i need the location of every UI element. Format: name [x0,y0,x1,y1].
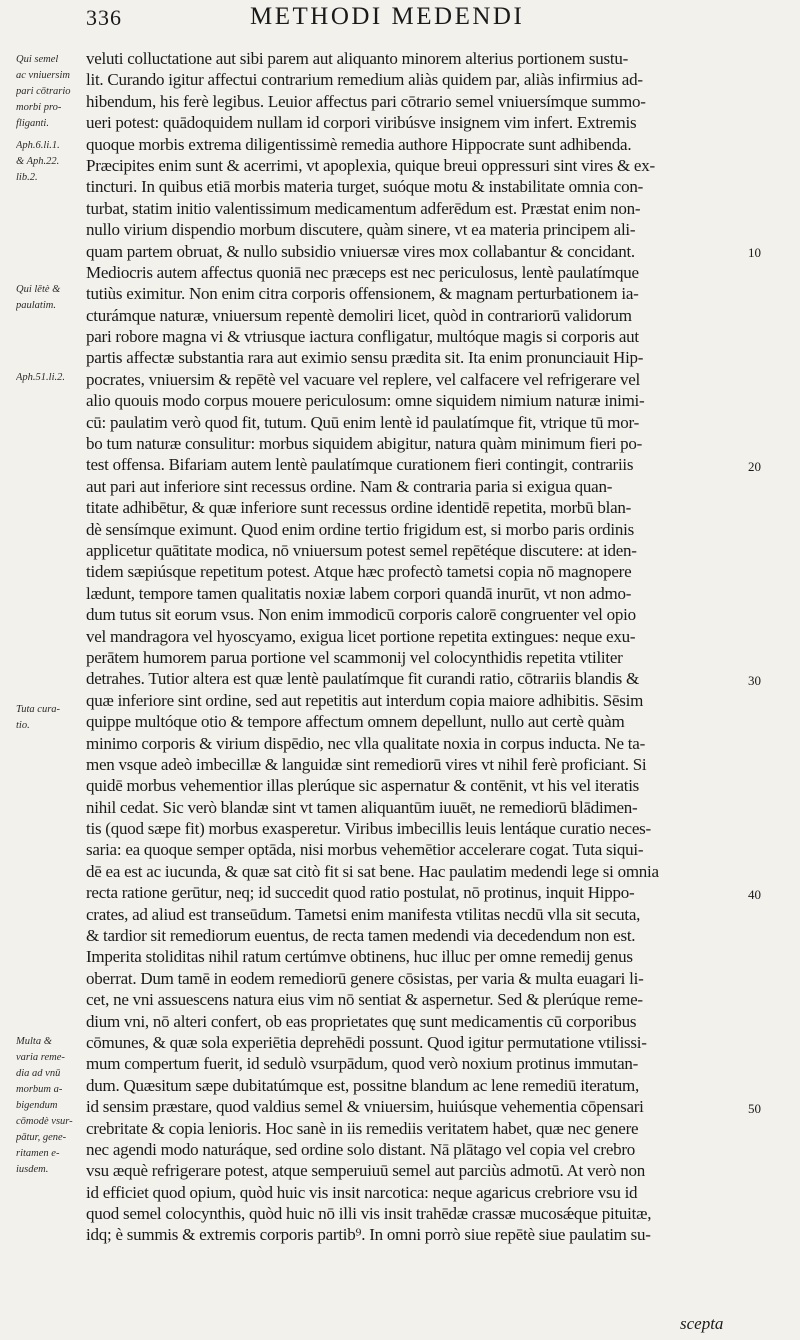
text-line: quidē morbus vehementior illas plerúque sic aspernatur & contēnit, vt his vel iteratis [86,776,640,796]
margin-notes [0,0,86,1340]
text-line: Mediocris autem affectus quoniā nec præceps est nec periculosus, lentè paulatímque [86,262,639,282]
margin-note-line: Qui lētè & [16,284,61,295]
body-text [86,48,766,1246]
margin-note-line: lib.2. [16,172,38,183]
line-number: 10 [748,244,761,260]
text-line: alio quouis modo corpus mouere periculosum: omne siquidem nimium naturæ inimi- [86,391,645,411]
text-line: nullo virium dispendio morbum discutere, quàm sinere, vt ea materia principem ali- [86,220,636,240]
text-line: oberrat. Dum tamē in eodem remediorū genere cōsistas, per varia & multa euagari li- [86,968,644,988]
text-line: detrahes. Tutior altera est quæ lentè paulatímque fit curandi ratio, cōtrariis blandis & [86,669,640,689]
text-line: saria: ea quoque semper optāda, nisi morbus vehemētior accelerare cogat. Tuta siqui- [86,840,644,860]
text-line: vel mandragora vel hyoscyamo, exigua licet portione repetita extingues: neque exu- [86,626,636,646]
text-line: id efficiet quod opium, quòd huic vis insit narcotica: neque agaricus crebriore vsu id [86,1182,638,1202]
text-line: veluti colluctatione aut sibi parem aut aliquanto minorem alterius portionem sustu- [86,49,629,68]
margin-note [16,370,86,386]
text-line: dum tutus sit eorum vsus. Non enim immodicū corporis calorē congruenter vel opio [86,605,636,625]
margin-note-line: Aph.51.li.2. [16,372,65,383]
margin-note-line: Aph.6.li.1. [16,140,60,151]
margin-note [16,52,86,132]
page-number: 336 [86,5,122,30]
text-line: hibendum, his ferè legibus. Leuior affectus pari cōtrario semel vniuersímque summo- [86,91,646,111]
text-line: dē ea est ac iucunda, & quæ sat citò fit si sat bene. Hac paulatim medendi lege si omnia [86,861,659,881]
text-line: tutiùs eximitur. Non enim citra corporis offensionem, & magnam perturbationem ia- [86,284,639,304]
margin-note-line: tio. [16,720,30,731]
margin-note [16,138,86,186]
margin-note [16,702,86,734]
text-line: Imperita stoliditas nihil ratum certúmve obtinens, huc illuc per omne remedij genus [86,947,633,967]
text-line: cū: paulatim verò quod fit, tutum. Quū enim lentè id paulatímque fit, vtrique tū mor- [86,412,639,432]
text-line: cturámque naturæ, vniuersum repentè demoliri licet, quòd in contrariorū validorum [86,305,632,325]
margin-note-line: & Aph.22. [16,156,60,167]
text-line: minimo corporis & virium dispēdio, nec vlla qualitate noxia in corpus inducta. Ne ta- [86,733,645,753]
text-line: tincturi. In quibus etiā morbis materia turget, suóque motu & instabilitate omnia con- [86,177,644,197]
text-line: crates, ad aliud est transeūdum. Tametsi enim manifesta vtilitas necdū vlla sit secuta, [86,904,641,924]
running-title: METHODI MEDENDI [250,3,525,30]
text-line: idq; è summis & extremis corporis partib⁹. In omni porrò siue repētè siue paulatim su- [86,1225,651,1245]
text-line: men vsque adeò imbecillæ & languidæ sint remediorū vires vt nihil ferè proficiant. Si [86,754,647,774]
text-line: applicetur quātitate modica, nō vniuersum potest semel repētéque discutere: at iden- [86,540,637,560]
catchword: scepta [680,1314,724,1333]
margin-note-line: Multa & [16,1036,52,1047]
margin-note-line: morbi pro- [16,102,62,113]
line-number: 40 [748,886,761,902]
text-line: cet, ne vni assuescens natura eius vim nō sentiat & aspernetur. Sed & plerúque reme- [86,990,643,1010]
margin-note-line: fliganti. [16,118,49,129]
text-line: cōmunes, & quæ sola experiētia deprehēdi possunt. Quod igitur permutatione vtilissi- [86,1032,647,1052]
text-line: dum. Quæsitum sæpe dubitatúmque est, possitne blandum ac lene remediū iteratum, [86,1075,639,1095]
text-line: recta ratione gerūtur, neq; id succedit quod ratio postulat, nō protinus, inquit Hippo- [86,883,635,903]
margin-note-line: Tuta cura- [16,704,61,715]
text-line: test offensa. Bifariam autem lentè paulatímque curationem fieri contingit, contrariis [86,455,634,475]
text-line: quippe multóque otio & tempore affectum omnem depellunt, nullo aut certè quàm [86,712,625,732]
text-line: partis affectæ substantia rara aut eximio sensu prædita sit. Ita enim pronunciauit Hip- [86,348,644,368]
text-line: nec agendi modo naturáque, sed ordine solo distant. Nā plātago vel copia vel crebro [86,1139,636,1159]
margin-note-line: pari cōtrario [16,86,71,97]
text-line: crebritate & copia lenioris. Hoc sanè in iis remediis veritatem habet, quæ nec genere [86,1118,639,1138]
text-line: quod semel colocynthis, quòd huic nō illi vis insit trahēdæ crassæ mucosǽque pituitæ, [86,1204,652,1224]
text-line: tidem sæpiúsque repetitum potest. Atque hæc profectò tametsi copia nō magnopere [86,562,632,582]
text-line: quoque morbis extrema diligentissimè remedia authore Hippocrate sunt adhibenda. [86,134,632,154]
line-numbers [748,0,798,1340]
text-line: quæ inferiore sint ordine, sed aut repetitis aut interdum copia maiore adhibitis. Sēsim [86,690,644,710]
text-line: & tardior sit remediorum euentus, de recta tamen medendi via decedendum non est. [86,926,636,946]
text-line: quam partem obruat, & nullo subsidio vniuersæ vires mox collabantur & concidant. [86,241,635,261]
text-line: perātem humorem parua portione vel scammonij vel colocynthidis repetita vtiliter [86,647,623,667]
text-line: pari robore magna vi & vtriusque iactura confligatur, multóque magis si corporis aut [86,327,639,347]
margin-note-line: pātur, gene- [16,1132,67,1143]
text-line: aut pari aut inferiore sint recessus ordine. Nam & contraria paria si exigua quan- [86,476,613,496]
margin-note-line: iusdem. [16,1164,49,1175]
text-line: ueri potest: quādoquidem nullam id corpori viribúsve insignem vim infert. Extremis [86,113,637,133]
margin-note [16,282,86,314]
line-number: 50 [748,1100,761,1116]
text-line: vsu æquè refrigerare potest, atque semperuiuū semel aut parciùs admotū. At verò non [86,1161,645,1181]
margin-note-line: morbum a- [16,1084,63,1095]
margin-note-line: ac vniuersim [16,70,70,81]
text-line: lædunt, tempore tamen qualitatis noxiæ labem corpori quandā inurūt, vt non admo- [86,583,632,603]
text-line: nihil cedat. Sic verò blandæ sint vt tamen aliquantūm iuuēt, ne remediorū blādimen- [86,797,638,817]
text-line: mum compertum fuerit, id sedulò vsurpādum, quod verò noxium protinus immutan- [86,1054,639,1074]
text-line: titate adhibētur, & quæ inferiore sunt recessus ordine identidē repetita, morbū blan- [86,498,632,518]
text-line: pocrates, vniuersim & repētè vel vacuare vel replere, vel calfacere vel refrigerare vel [86,369,641,389]
text-line: Præcipites enim sunt & acerrimi, vt apoplexia, quique breui oppressuri sint vires & ex- [86,155,655,175]
margin-note-line: bigendum [16,1100,58,1111]
text-line: id sensim præstare, quod valdius semel & vniuersim, huiúsque vehementia cōpensari [86,1097,644,1117]
text-line: bo tum naturæ consulitur: morbus siquidem abigitur, natura quàm minimum fieri po- [86,434,643,454]
margin-note [16,1034,86,1178]
margin-note-line: varia reme- [16,1052,65,1063]
line-number: 30 [748,672,761,688]
margin-note-line: Qui semel [16,54,59,65]
text-line: tis (quod sæpe fit) morbus exasperetur. Viribus imbecillis leuis lentáque curatio neces- [86,819,651,839]
margin-note-line: dia ad vnū [16,1068,61,1079]
margin-note-line: ritamen e- [16,1148,60,1159]
margin-note-line: cōmodè vsur- [16,1116,73,1127]
line-number: 20 [748,458,761,474]
text-line: turbat, statim initio valentissimum medicamentum adferēdum est. Præstat enim non- [86,198,641,218]
text-line: dè sensímque eximunt. Quod enim ordine tertio frigidum est, si morbo paris ordinis [86,519,634,539]
text-line: dium vni, nō alteri confert, ob eas proprietates quę sunt medicamentis cū corporibus [86,1011,637,1031]
margin-note-line: paulatim. [16,300,56,311]
text-line: lit. Curando igitur affectui contrarium remedium aliàs quidem par, aliàs infirmius ad- [86,70,643,90]
